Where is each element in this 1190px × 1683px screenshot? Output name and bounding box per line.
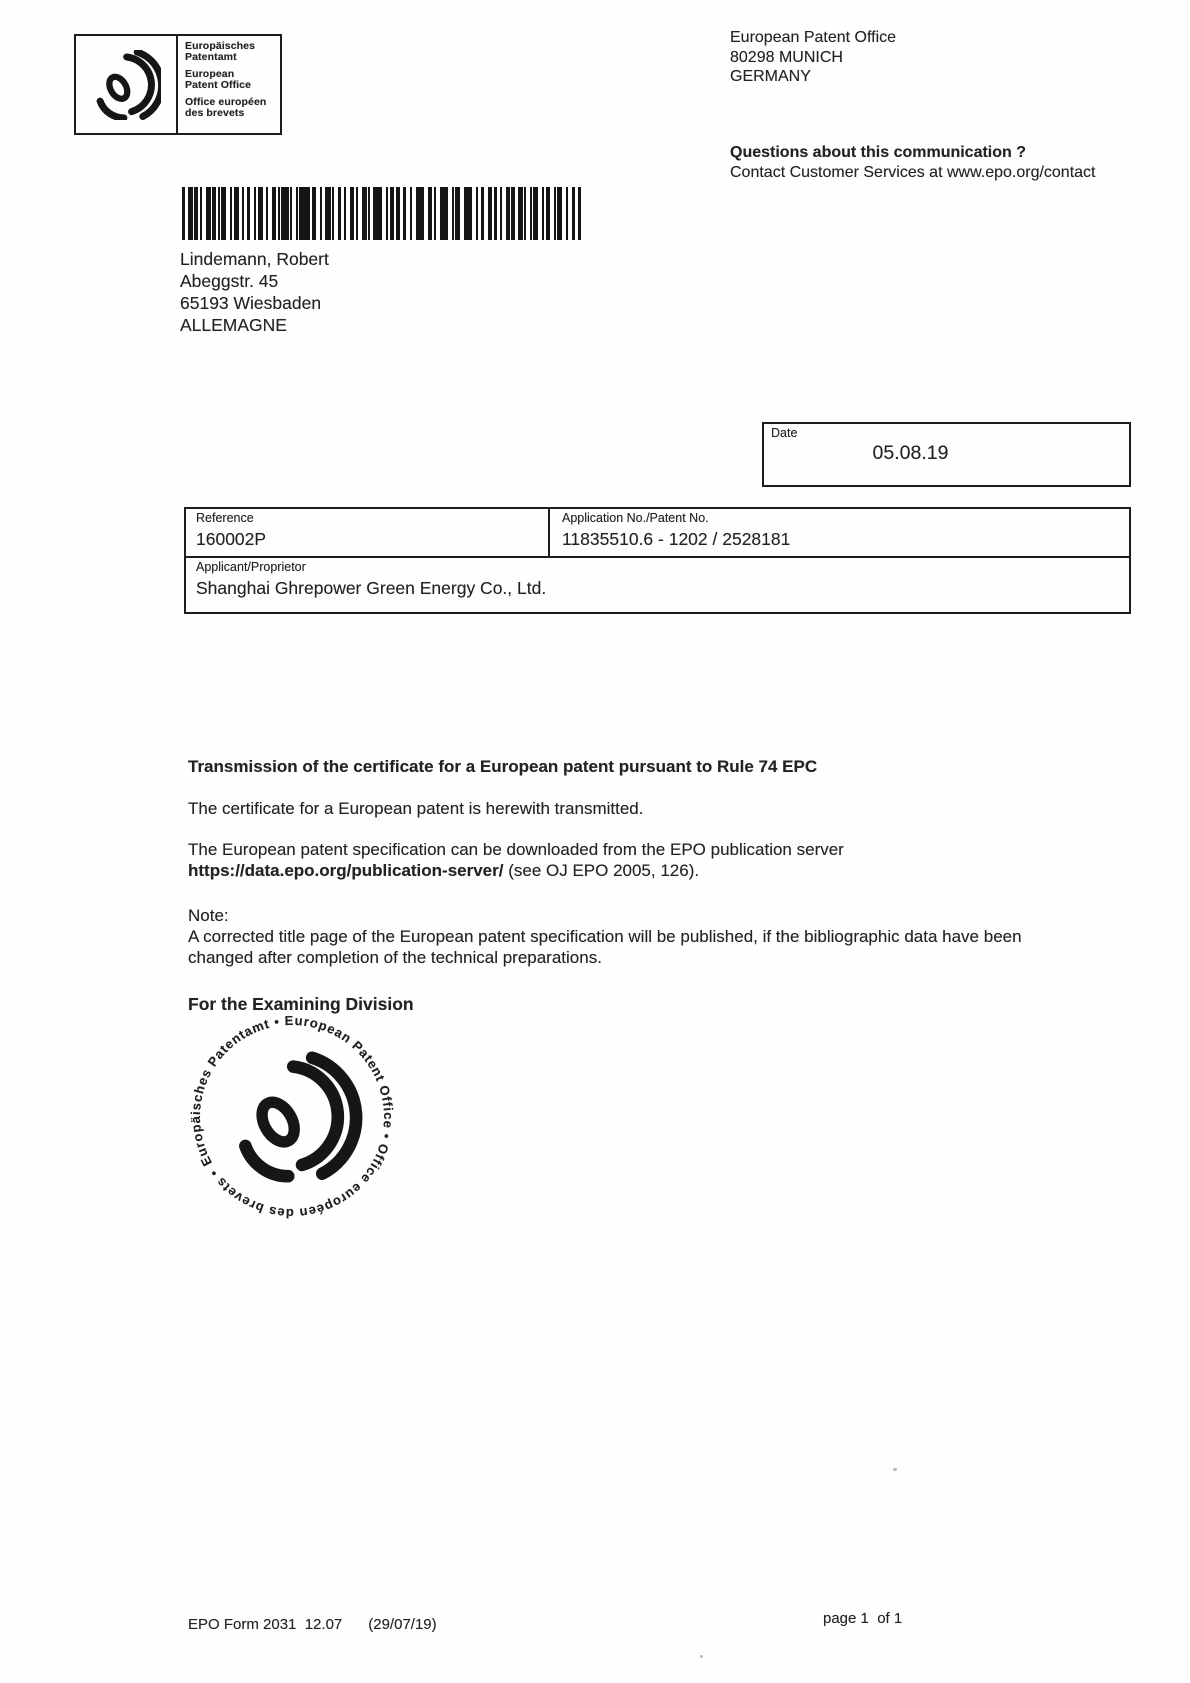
questions-heading: Questions about this communication ? xyxy=(730,144,1027,161)
logo-lang-de-line2: Patentamt xyxy=(185,51,237,63)
page-indicator: page 1 of 1 xyxy=(823,1610,903,1627)
recipient-country: ALLEMAGNE xyxy=(180,315,287,335)
epo-logo-cell xyxy=(76,36,178,133)
questions-contact: Contact Customer Services at www.epo.org/contact xyxy=(730,164,1096,181)
applicant-cell xyxy=(186,558,1129,612)
reference-cell xyxy=(186,509,550,556)
paragraph-2-line2 xyxy=(188,861,844,882)
questions-block xyxy=(730,143,1096,183)
applicant-label: Applicant/Proprietor xyxy=(196,560,306,574)
epo-logo-box xyxy=(74,34,282,135)
footer-form-info xyxy=(188,1616,437,1633)
examining-division-signoff: For the Examining Division xyxy=(188,994,414,1014)
barcode xyxy=(182,187,581,240)
logo-lang-en-line2: Patent Office xyxy=(185,79,252,91)
stamp-ring-text: Europäisches Patentamt • European Patent Office • Office européen des brevets • xyxy=(187,1012,397,1222)
epo-spiral-icon xyxy=(91,50,161,120)
office-address-line2: 80298 MUNICH xyxy=(730,48,843,66)
stamp-spiral-icon xyxy=(245,1058,356,1176)
reference-table-row1 xyxy=(186,509,1129,558)
letter-paragraph-1: The certificate for a European patent is herewith transmitted. xyxy=(188,799,644,818)
scan-speck xyxy=(700,1655,703,1658)
footer-form-date: (29/07/19) xyxy=(368,1616,437,1633)
reference-label: Reference xyxy=(196,511,254,525)
logo-lang-de-line1: Europäisches xyxy=(185,40,256,52)
scan-speck xyxy=(893,1468,897,1471)
note-block xyxy=(188,905,1085,968)
date-box xyxy=(762,422,1131,487)
application-value: 11835510.6 - 1202 / 2528181 xyxy=(562,529,791,549)
logo-lang-en-line1: European xyxy=(185,68,235,80)
recipient-address xyxy=(180,248,329,336)
date-value: 05.08.19 xyxy=(872,442,949,464)
logo-lang-fr-line1: Office européen xyxy=(185,96,267,108)
recipient-city: 65193 Wiesbaden xyxy=(180,293,322,313)
office-address-line3: GERMANY xyxy=(730,68,811,85)
publication-server-url: https://data.epo.org/publication-server/ xyxy=(188,860,504,880)
reference-table xyxy=(184,507,1131,614)
epo-logo-languages xyxy=(178,36,280,133)
paragraph-2-line1: The European patent specification can be downloaded from the EPO publication server xyxy=(188,840,844,859)
office-address-line1: European Patent Office xyxy=(730,29,897,46)
application-cell xyxy=(550,509,1129,556)
paragraph-2-suffix: (see OJ EPO 2005, 126). xyxy=(503,860,700,880)
recipient-name: Lindemann, Robert xyxy=(180,249,329,269)
reference-value: 160002P xyxy=(196,529,267,549)
application-label: Application No./Patent No. xyxy=(562,511,709,525)
epo-stamp xyxy=(176,1001,408,1233)
office-address xyxy=(730,28,896,87)
note-label: Note: xyxy=(188,906,229,925)
footer-form-id: EPO Form 2031 12.07 xyxy=(188,1616,343,1633)
letter-title: Transmission of the certificate for a European patent pursuant to Rule 74 EPC xyxy=(188,757,818,776)
note-text: A corrected title page of the European patent specification will be published, if the bibliographic data have been changed after completion of the technical preparations. xyxy=(188,927,1022,967)
logo-lang-fr-line2: des brevets xyxy=(185,107,245,119)
applicant-value: Shanghai Ghrepower Green Energy Co., Ltd. xyxy=(196,578,547,598)
date-label: Date xyxy=(771,426,798,440)
recipient-street: Abeggstr. 45 xyxy=(180,271,279,291)
letter-paragraph-2 xyxy=(188,840,844,881)
